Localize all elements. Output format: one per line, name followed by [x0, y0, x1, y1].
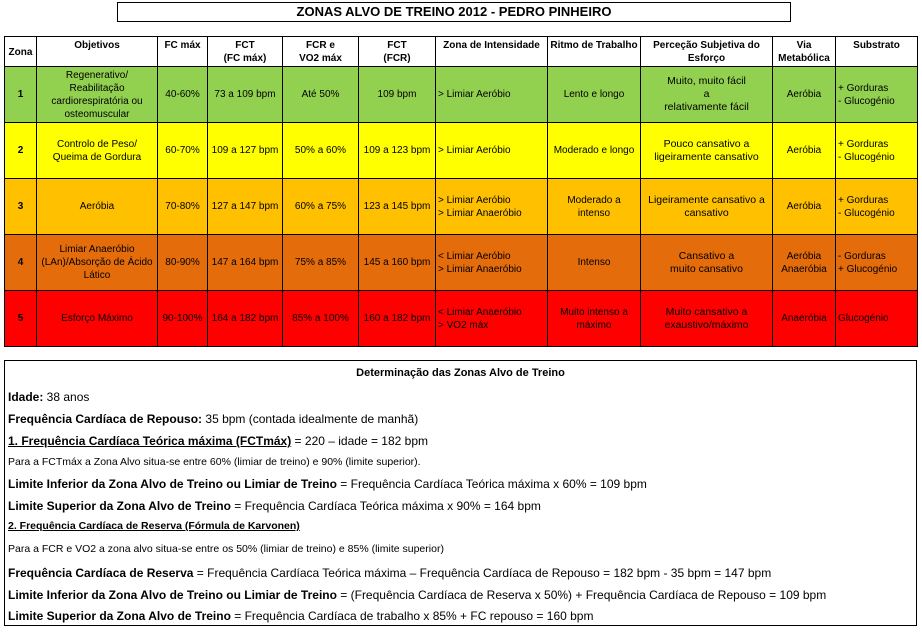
header-cell: FC máx: [158, 37, 208, 67]
via-metabolica-cell: Aeróbia Anaeróbia: [773, 235, 836, 291]
substrato-cell: + Gorduras - Glucogénio: [836, 67, 918, 123]
substrato-cell: Glucogénio: [836, 291, 918, 347]
fct-fcr-cell: 109 bpm: [359, 67, 436, 123]
objetivos-cell: Regenerativo/ Reabilitação cardiorespiratória ou osteomuscular: [37, 67, 158, 123]
percecao-cell: Pouco cansativo a ligeiramente cansativo: [641, 123, 773, 179]
header-cell: Zona: [5, 37, 37, 67]
via-metabolica-cell: Aeróbia: [773, 179, 836, 235]
zone-row: [5, 67, 918, 123]
percecao-cell: Muito cansativo a exaustivo/máximo: [641, 291, 773, 347]
fcr-inferior-line: Limite Inferior da Zona Alvo de Treino ou Limiar de Treino = (Frequência Cardíaca de Reserva x 50%) + Frequência Cardíaca de Repouso = 109 bpm: [8, 588, 827, 602]
ritmo-cell: Moderado a intenso: [548, 179, 641, 235]
karvonen-heading: 2. Frequência Cardíaca de Reserva (Fórmula de Karvonen): [8, 520, 300, 532]
fct-fcmax-cell: 147 a 164 bpm: [208, 235, 283, 291]
intensidade-cell: > Limiar Aeróbio: [436, 123, 548, 179]
header-cell: Perceção Subjetiva do Esforço: [641, 37, 773, 67]
fct-fcr-cell: 145 a 160 bpm: [359, 235, 436, 291]
via-metabolica-cell: Aeróbia: [773, 67, 836, 123]
fcr-vo2-cell: 75% a 85%: [283, 235, 359, 291]
determination-section: [4, 360, 917, 626]
fcr-vo2-cell: 85% a 100%: [283, 291, 359, 347]
header-cell: Ritmo de Trabalho: [548, 37, 641, 67]
fcmax-cell: 90-100%: [158, 291, 208, 347]
zone-row: [5, 179, 918, 235]
intensidade-cell: > Limiar Aeróbio: [436, 67, 548, 123]
fct-fcmax-cell: 164 a 182 bpm: [208, 291, 283, 347]
header-cell: Objetivos: [37, 37, 158, 67]
header-cell: FCT (FC máx): [208, 37, 283, 67]
header-cell: Via Metabólica: [773, 37, 836, 67]
karvonen-note: Para a FCR e VO2 a zona alvo situa-se entre os 50% (limiar de treino) e 85% (limite superior): [8, 543, 444, 555]
header-cell: FCR e VO2 máx: [283, 37, 359, 67]
ritmo-cell: Lento e longo: [548, 67, 641, 123]
fcmax-cell: 40-60%: [158, 67, 208, 123]
fct-fcmax-cell: 73 a 109 bpm: [208, 67, 283, 123]
substrato-cell: - Gorduras + Glucogénio: [836, 235, 918, 291]
objetivos-cell: Controlo de Peso/ Queima de Gordura: [37, 123, 158, 179]
fcr-superior-line: Limite Superior da Zona Alvo de Treino = Frequência Cardíaca de trabalho x 85% + FC repouso = 160 bpm: [8, 609, 594, 623]
fctmax-note: Para a FCTmáx a Zona Alvo situa-se entre 60% (limiar de treino) e 90% (limite superior).: [8, 456, 421, 468]
zone-number: 2: [5, 123, 37, 179]
objetivos-cell: Limiar Anaeróbio (LAn)/Absorção de Ácido Lático: [37, 235, 158, 291]
fct-fcr-cell: 109 a 123 bpm: [359, 123, 436, 179]
header-cell: Substrato: [836, 37, 918, 67]
section-title: Determinação das Zonas Alvo de Treino: [356, 367, 565, 379]
fct-fcr-cell: 123 a 145 bpm: [359, 179, 436, 235]
fct-fcr-cell: 160 a 182 bpm: [359, 291, 436, 347]
ritmo-cell: Intenso: [548, 235, 641, 291]
zone-number: 4: [5, 235, 37, 291]
fcmax-cell: 80-90%: [158, 235, 208, 291]
fc-reserva-line: Frequência Cardíaca de Reserva = Frequência Cardíaca Teórica máxima – Frequência Cardíaca de Repouso = 182 bpm - 35 bpm = 147 bpm: [8, 566, 772, 580]
fctmax-inferior-line: Limite Inferior da Zona Alvo de Treino ou Limiar de Treino = Frequência Cardíaca Teórica máxima x 60% = 109 bpm: [8, 477, 647, 491]
fcr-vo2-cell: 60% a 75%: [283, 179, 359, 235]
header-cell: Zona de Intensidade: [436, 37, 548, 67]
fctmax-superior-line: Limite Superior da Zona Alvo de Treino = Frequência Cardíaca Teórica máxima x 90% = 164 bpm: [8, 499, 541, 513]
fcr-vo2-cell: Até 50%: [283, 67, 359, 123]
fct-fcmax-cell: 109 a 127 bpm: [208, 123, 283, 179]
intensidade-cell: < Limiar Aeróbio > Limiar Anaeróbio: [436, 235, 548, 291]
page-title: ZONAS ALVO DE TREINO 2012 - PEDRO PINHEIRO: [117, 2, 791, 22]
percecao-cell: Ligeiramente cansativo a cansativo: [641, 179, 773, 235]
fctmax-line: 1. Frequência Cardíaca Teórica máxima (FCTmáx) = 220 – idade = 182 bpm: [8, 434, 428, 448]
substrato-cell: + Gorduras - Glucogénio: [836, 123, 918, 179]
zone-row: [5, 291, 918, 347]
substrato-cell: + Gorduras - Glucogénio: [836, 179, 918, 235]
objetivos-cell: Esforço Máximo: [37, 291, 158, 347]
fct-fcmax-cell: 127 a 147 bpm: [208, 179, 283, 235]
percecao-cell: Cansativo a muito cansativo: [641, 235, 773, 291]
intensidade-cell: > Limiar Aeróbio > Limiar Anaeróbio: [436, 179, 548, 235]
fcmax-cell: 70-80%: [158, 179, 208, 235]
fcr-vo2-cell: 50% a 60%: [283, 123, 359, 179]
intensidade-cell: < Limiar Anaeróbio > VO2 máx: [436, 291, 548, 347]
via-metabolica-cell: Aeróbia: [773, 123, 836, 179]
zone-row: [5, 235, 918, 291]
fcmax-cell: 60-70%: [158, 123, 208, 179]
zone-number: 1: [5, 67, 37, 123]
percecao-cell: Muito, muito fácil a relativamente fácil: [641, 67, 773, 123]
ritmo-cell: Moderado e longo: [548, 123, 641, 179]
via-metabolica-cell: Anaeróbia: [773, 291, 836, 347]
header-cell: FCT (FCR): [359, 37, 436, 67]
fc-repouso-line: Frequência Cardíaca de Repouso: 35 bpm (contada idealmente de manhã): [8, 412, 419, 426]
idade-line: Idade: 38 anos: [8, 390, 90, 404]
zone-row: [5, 123, 918, 179]
table-header-row: [5, 37, 918, 67]
zone-number: 5: [5, 291, 37, 347]
ritmo-cell: Muito intenso a máximo: [548, 291, 641, 347]
zone-number: 3: [5, 179, 37, 235]
zones-table: [4, 36, 918, 347]
objetivos-cell: Aeróbia: [37, 179, 158, 235]
